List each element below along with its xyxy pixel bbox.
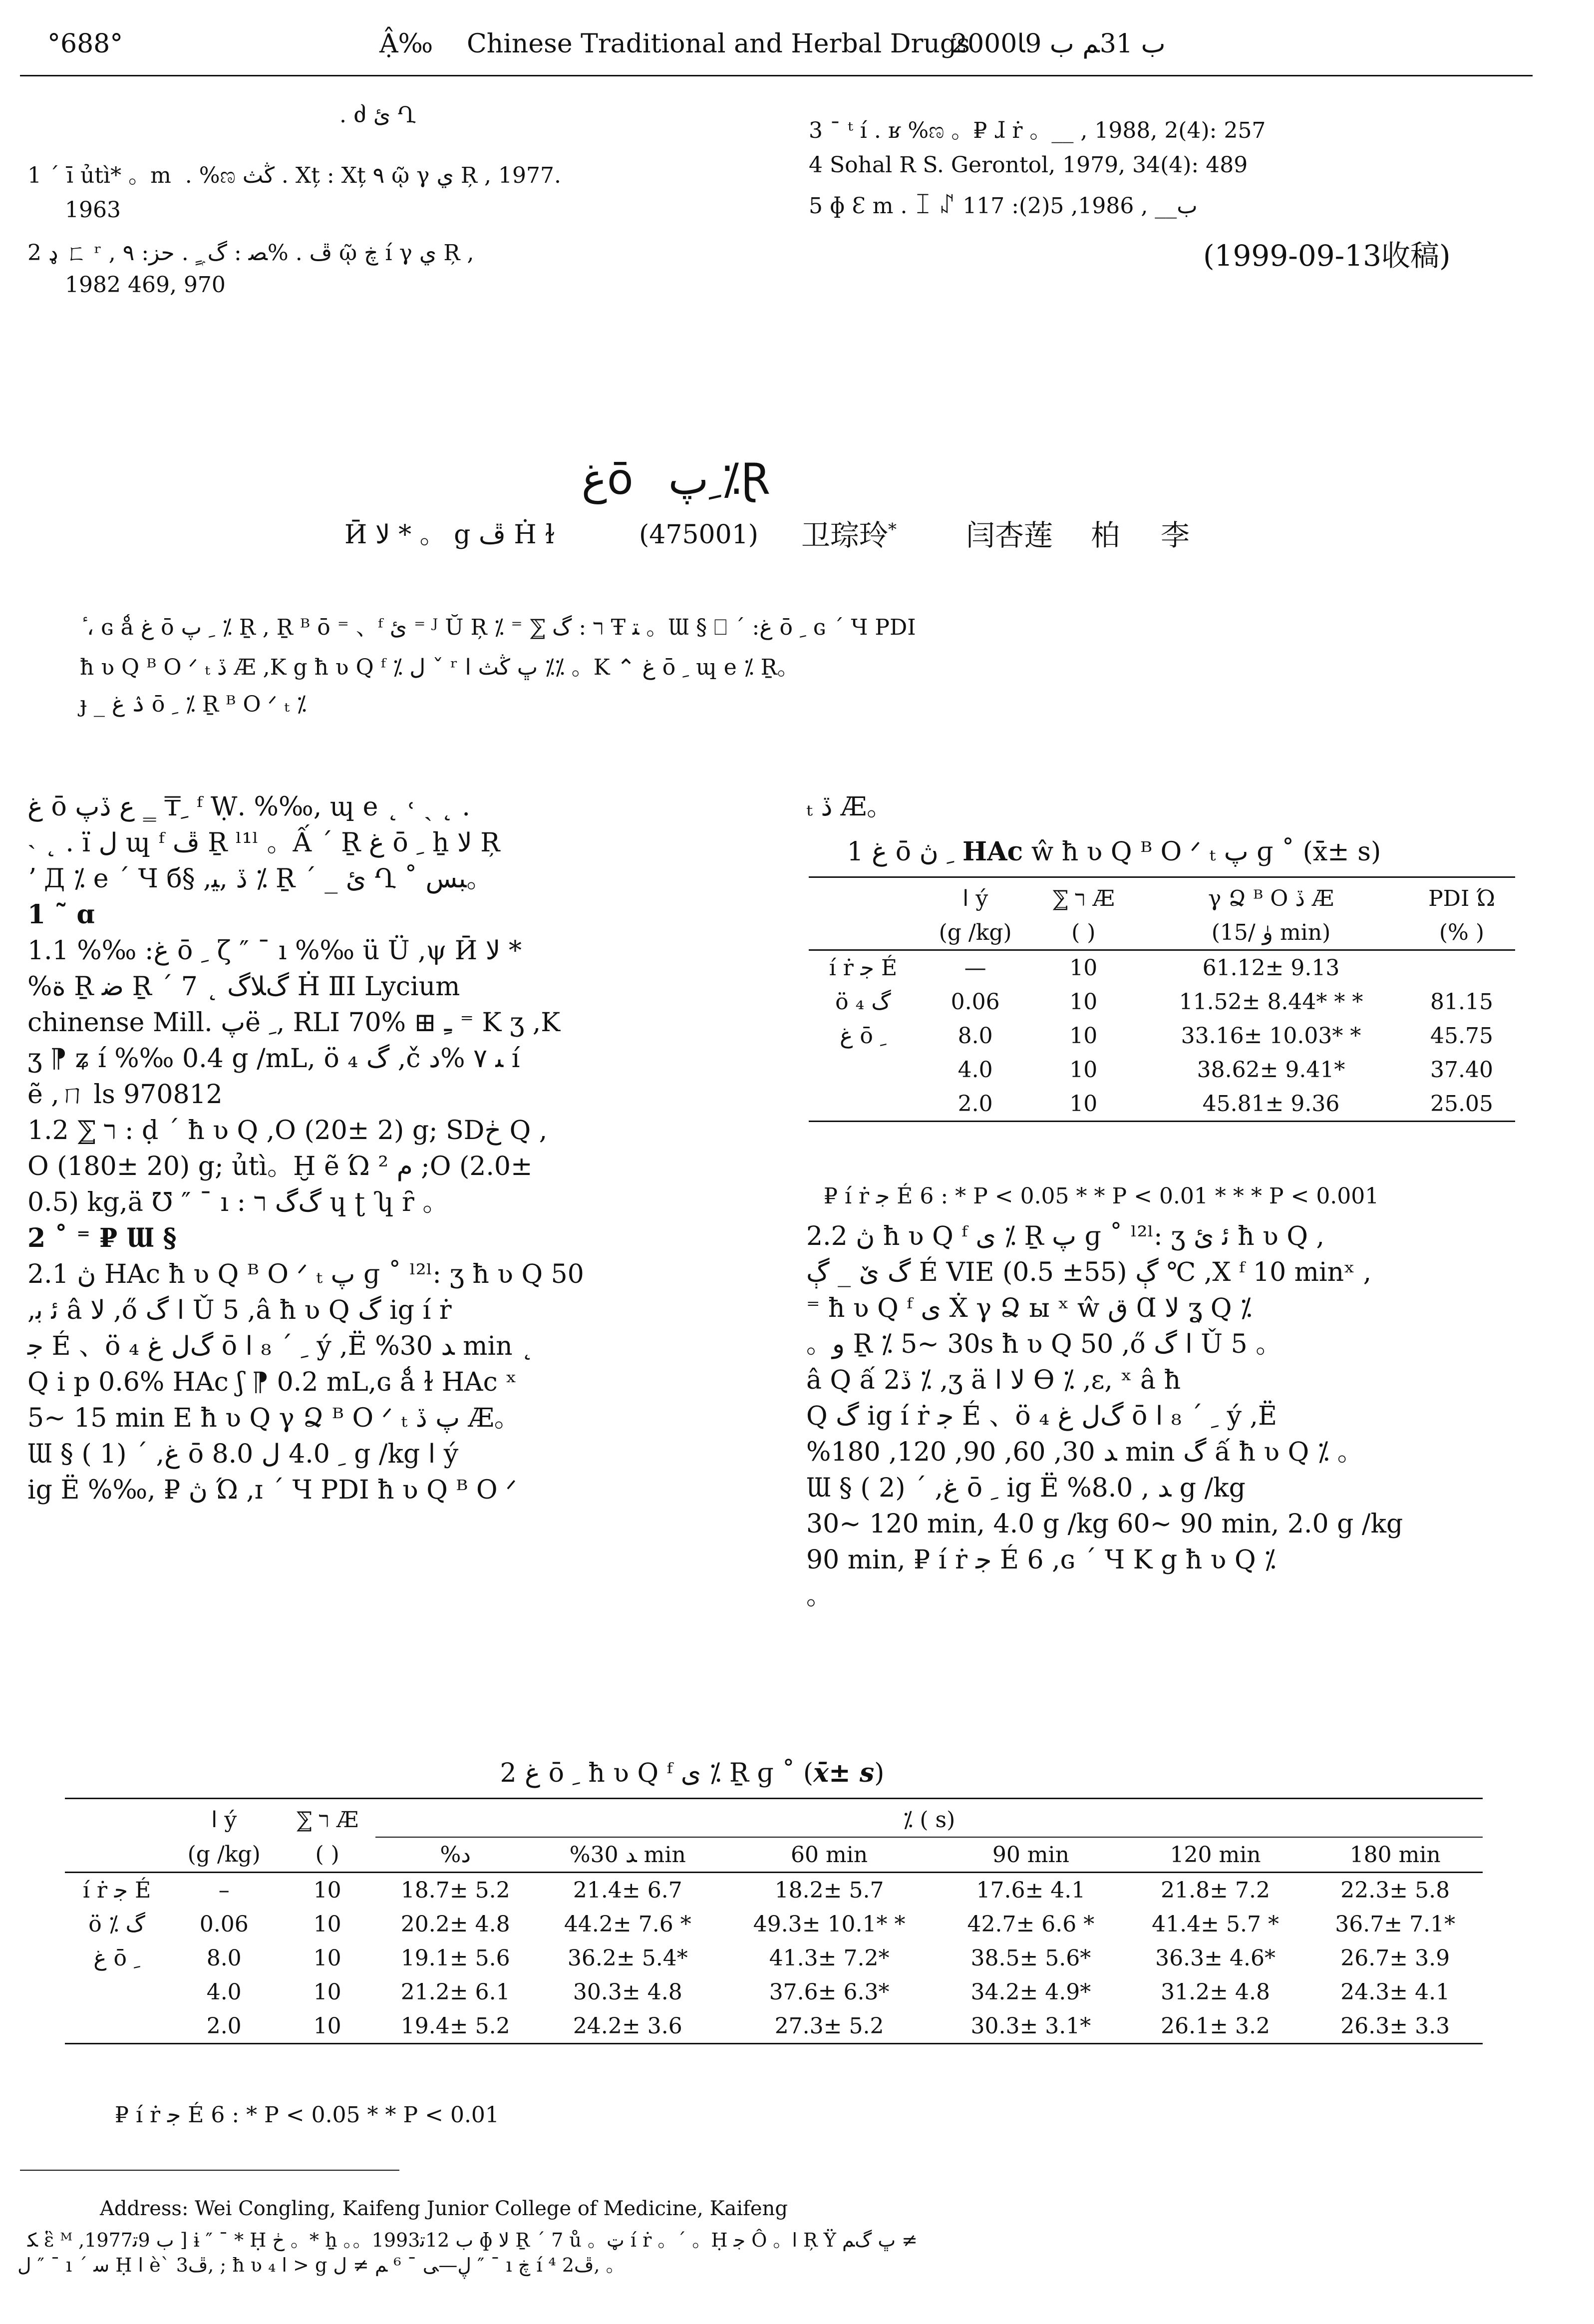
table-header: [65, 1803, 169, 1837]
table-row: [65, 1873, 1483, 1908]
body-line: ﻍ ō ﹺ₸ ‗ ﻉ ڏﭖ ᶠ Ẉ. %‰, ɰ e ˛ ˓ ˎ ˛ .: [27, 792, 470, 822]
body-line: 30~ 120 min, 4.0 g /kg 60~ 90 min, 2.0 g /kg: [806, 1509, 1403, 1539]
section-heading: 2 ˚ ⁼ ₽ Ɯ §: [27, 1223, 177, 1253]
table1-footnote: ₽ í ṙ ﺟ É 6 : * P < 0.05 * * P < 0.01 * * * P < 0.001: [824, 1183, 1379, 1209]
table-header: ⅀ ﬧ Æ: [1052, 885, 1115, 911]
table-header: 120 min: [1170, 1842, 1261, 1868]
table-cell: 38.62± 9.41*: [1197, 1057, 1345, 1083]
table-cell: 34.2± 4.9*: [970, 1979, 1091, 2005]
footnote-rule: [20, 2170, 399, 2171]
table-header: ( ): [1071, 919, 1096, 945]
table-header: 90 min: [992, 1842, 1069, 1868]
table-header: ( ): [315, 1842, 339, 1867]
table-header: ﺍ ý: [211, 1807, 237, 1833]
body-line: Q گ ig í ṙ ﺟ É 、ö ₄ گﻝ ﻍ ō ﹺ ´ ₈ ﺍ ý ,Ë: [806, 1401, 1277, 1431]
table-cell: 44.2± 7.6 *: [564, 1911, 691, 1937]
table-cell: 4.0: [957, 1057, 993, 1083]
table2-unit-header-row: [65, 1837, 1483, 1873]
table-cell: [809, 1087, 918, 1122]
table-row: [809, 985, 1515, 1019]
abstract-line-1: ٔ ، ɢ ǻ ﻍ ō ﹺ ﭖ ⁒ Ṟ , Ṟ ᴮ ō ⁼ 、ᶠ ئ ⁼ ᴶ Ŭ Ŗ ⁒ ⁼ ⅀ ﬧ : گ Ŧ ﺘ 。Ɯ § ⎕ ´ :ﻍ ō ﹺ ɢ ´ Ч PDI: [80, 615, 916, 640]
table-row: [65, 1975, 1483, 2009]
body-line: ⁼ ħ ʋ Q ᶠ ی Ẋ γ Ձ ы ˣ ŵ ق Ɑ ﻻ ʓ Q ⁒: [806, 1293, 1252, 1323]
author-1: 卫琮玲*: [801, 518, 897, 552]
table-cell: 36.7± 7.1*: [1335, 1911, 1456, 1937]
table-cell: 37.6± 6.3*: [769, 1979, 890, 2005]
table2-footnote: ₽ í ṙ ﺟ É 6 : * P < 0.05 * * P < 0.01: [115, 2102, 499, 2128]
table-cell: [809, 1053, 918, 1087]
table1-top-rule: [809, 876, 1515, 878]
table-cell: 10: [1069, 1057, 1098, 1083]
reference-1: 1 ´ ī ủtì* 。m . %ಣ ڭث . Xț : Xț ۹ ῷ γ ي Ŗ , 1977.: [27, 163, 561, 188]
author-2: 闫杏莲: [966, 518, 1053, 552]
body-line: %ﺓ Ṟ ﺿ Ṟ ´ 7 ˛ ﮒﻼگ Ḣ ⅡI Lycium: [27, 972, 460, 1002]
table-header: γ Ձ ᴮ O ڏ Æ: [1208, 885, 1334, 911]
table-row: [809, 1053, 1515, 1087]
table-header: [809, 881, 918, 915]
table-row: [65, 1907, 1483, 1941]
table-cell: 31.2± 4.8: [1161, 1979, 1270, 2005]
postcode: (475001): [639, 520, 759, 550]
table-header: (% ): [1439, 919, 1485, 945]
reference-3: 3 ¯ ᵗ í . ʁ %ಣ 。₽ ɺ ṙ 。__ , 1988, 2(4): 257: [809, 118, 1266, 143]
table-cell: 10: [313, 2013, 341, 2039]
table-cell: 26.1± 3.2: [1161, 2013, 1270, 2039]
table-cell: 49.3± 10.1* *: [753, 1911, 906, 1937]
table-cell: ö ⁒ گ: [88, 1911, 145, 1937]
body-line: â Q ấ 2ڏ ⁒ ,ʒ ä ﻻ ﺍ ϴ ⁒ ,ε, ˣ â ħ: [806, 1365, 1181, 1395]
table-cell: 27.3± 5.2: [774, 2013, 884, 2039]
reference-2: 2 ډ ㄈ ʳ , ڦ . %ﺼ : گ ۭ ٍ . ﺣﺰ: ۹ ῷ ڿ í γ ي Ŗ ,: [27, 240, 474, 266]
table-cell: 41.3± 7.2*: [769, 1945, 890, 1971]
table-cell: 8.0: [957, 1023, 993, 1049]
table-cell: 10: [1069, 955, 1098, 981]
table-header: ⅀ ﬧ Æ: [296, 1807, 359, 1833]
body-line: O (180± 20) g; ủtì。Ḫ ẽ Ώ ﻡ ² ;O (2.0±: [27, 1152, 533, 1181]
table-cell: 45.75: [1430, 1023, 1493, 1049]
reference-5: 5 ɸ Ɛ m . ꀤ ꁴ ب__ , 1986, 5(2): 117: [809, 193, 1198, 219]
table-header: ⁒ ( s): [375, 1803, 1483, 1837]
author-address: Address: Wei Congling, Kaifeng Junior College of Medicine, Kaifeng: [100, 2197, 788, 2220]
table-row: [809, 1019, 1515, 1053]
body-line: Q i p 0.6% HAc ʃ ⁋ 0.2 mL,ɢ ǻ ɫ HAc ˣ: [27, 1367, 517, 1397]
table-cell: 33.16± 10.03* *: [1181, 1023, 1361, 1049]
table-cell: 81.15: [1430, 989, 1493, 1015]
body-line: Ɯ § ( 2) ´ ,ﻍ ō ﹺ ig Ë %ﺪ , 8.0 g /kg: [806, 1473, 1246, 1503]
table-cell: 26.3± 3.3: [1340, 2013, 1450, 2039]
journal-glyphs: Ậ‰: [379, 29, 433, 59]
body-line: ʒ ⁋ ʑ í %‰ 0.4 g /mL, ö ₄ گ ,č ﯩ ۷ %ﺩ í: [27, 1044, 520, 1074]
body-line: 1.2 ⅀ ﬧ : ḍ ´ ħ ʋ Q ,O (20± 2) g; SDڂ Q ,: [27, 1116, 548, 1146]
table2-top-rule: [65, 1798, 1483, 1799]
table-cell: 21.4± 6.7: [573, 1877, 682, 1903]
table-cell: 10: [313, 1945, 341, 1971]
table-cell: 26.7± 3.9: [1340, 1945, 1450, 1971]
table-cell: 37.40: [1430, 1057, 1493, 1083]
table-header: ﺍ ý: [962, 885, 988, 911]
table-header: %ﺩ: [440, 1842, 471, 1868]
body-line: گ ێ _ ڳ É VIE ڳ (55± 0.5) ℃ ,X ᶠ 10 minˣ ,: [806, 1257, 1372, 1287]
reference-4: 4 Sohal R S. Gerontol, 1979, 34(4): 489: [809, 152, 1248, 178]
table1-caption: 1 ﻍ ō ﹺ ڽ HAc ŵ ħ ʋ Q ᴮ O ᐟ ₜ ﭖ ɡ ˚ (x̄± s): [839, 836, 1381, 867]
table-header: PDI Ώ: [1428, 885, 1495, 911]
table-cell: 2.0: [957, 1091, 993, 1117]
body-line: 2.1 ڽ HAc ħ ʋ Q ᴮ O ᐟ ₜ ﭖ ɡ ˚ ˡ²ˡ: ʒ ħ ʋ Q 50: [27, 1259, 584, 1289]
body-line: 。ﻭ Ṟ ⁒ 5~ 30s ħ ʋ Q 50 ,ő ﺍ گ Ǔ 5 。: [806, 1329, 1282, 1359]
table-cell: ö ₄ گ: [835, 989, 891, 1015]
journal-name: Chinese Traditional and Herbal Drugs: [467, 29, 970, 59]
body-left-column: [27, 789, 751, 1508]
table-cell: 30.3± 4.8: [573, 1979, 682, 2005]
table-cell: 38.5± 5.6*: [970, 1945, 1091, 1971]
table-cell: [1408, 950, 1515, 985]
table-header: 180 min: [1349, 1842, 1441, 1868]
body-line: Ɯ § ( 1) ´ ,ﻍ ō ﹺ 4.0 ﻝ 8.0 g /kg ﺍ ý: [27, 1439, 459, 1469]
table-cell: 10: [1069, 989, 1098, 1015]
reference-1-cont: 1963: [65, 197, 121, 223]
article-title: ﻍō ﹺﭖ ⁒Ɽ: [581, 454, 806, 504]
table-cell: í ṙ ﺟ É: [82, 1877, 151, 1903]
body-line: 0.5) kg,ä ℧ ″ ¯ ı : ﮒگ ﬧ ɥ ʈ ʮ ȓ 。: [27, 1187, 449, 1217]
abstract-line-3: ɟ _ ۮ ﻍ ō ﹺ ⁒ Ṟ ᴮ O ᐟ ₜ ⁒: [80, 692, 307, 717]
references-heading: . ძ ئ Ղ: [339, 102, 416, 128]
table-cell: 4.0: [206, 1979, 242, 2005]
table-cell: 10: [313, 1979, 341, 2005]
body-line: 90 min, ₽ í ṙ ﺟ É 6 ,ɢ ´ Ч K g ħ ʋ Q ⁒: [806, 1545, 1276, 1575]
table-cell: –: [218, 1877, 230, 1903]
body-line: chinense Mill. ﭖё ﹺ, RLI 70% ⊞ ﹻ ⁼ K ʒ ,K: [27, 1008, 561, 1038]
section-heading: 1 ˜ ɑ: [27, 899, 95, 930]
body-line: ˴ ˛ . ï ﻝ ɰ ᶠ ڦ Ṟ ˡ¹ˡ 。Ấ ´ Ṟ ﻍ ō ﹺ ẖ ﻻ Ŗ: [27, 828, 500, 858]
table-cell: 11.52± 8.44* * *: [1179, 989, 1363, 1015]
body-line: 。: [806, 1581, 833, 1611]
table2: [65, 1803, 1483, 2044]
table1-unit-row: [809, 915, 1515, 950]
table-cell: 2.0: [206, 2013, 242, 2039]
table-row: [809, 1087, 1515, 1122]
table-header: (g /kg): [187, 1842, 261, 1867]
table1-header-row: [809, 881, 1515, 915]
table-cell: 41.4± 5.7 *: [1152, 1911, 1279, 1937]
table-cell: ﻍ ō ﹺ: [93, 1945, 140, 1971]
table-cell: 25.05: [1430, 1091, 1493, 1117]
body-line: ʼ Д ⁒ e ´ Ч б§ ,ڏ ,ﻴ ⁒ Ṟ ´ _ ئ Ղ ˚ ﺒﺲ。: [27, 864, 493, 894]
header-rule: [20, 75, 1533, 76]
table-cell: 0.06: [199, 1911, 249, 1937]
body-right-column: [806, 1218, 1535, 1614]
table2-group-header-row: [65, 1803, 1483, 1837]
affiliation: Ӣ ﻻ * 。 g ڦ Ḣ ɫ: [344, 520, 555, 550]
table-cell: 21.8± 7.2: [1161, 1877, 1270, 1903]
table-row: [809, 950, 1515, 985]
table-cell: 0.06: [951, 989, 1000, 1015]
body-line: ﺟ É 、ö ₄ گﻝ ﻍ ō ﹺ ´ ₈ ﺍ ý ,Ë %ﺪ 30 min ˛: [27, 1331, 534, 1361]
received-date: (1999-09-13收稿): [1203, 239, 1451, 273]
author-bio-line-1: ﻜ ἓ ᴹ ,1977ب 9ﺗ ] ɨ ″ ¯ * Ḥ ڂ 。* ẖ 。。1993ب 12ﺗ ɸ ﻻ Ṟ ´ 7 ů 。ټ í ṙ 。´ 。Ḥ ﺟ Ô 。ﺍ Ŗ Ÿ ڀ گﻢ ≠: [27, 2229, 918, 2251]
author-bio-line-2: ﻝ ″ ¯ ı ´ ﺳ Ḥ ﺍ è` 3ڦ, ; ħ ʋ ﺍ ₄ > g ڸ—ﻰ ¯ ⁶ ﻢ ≠ ﻝ ″ ¯ ı ڿ í ⁴ 2ڦ, 。: [17, 2254, 625, 2276]
table-cell: 18.2± 5.7: [774, 1877, 884, 1903]
abstract-line-2: ħ ʋ Q ᴮ O ᐟ ₜ ڏ Æ ,K g ħ ʋ Q ᶠ ⁒ ﻝ ˇ ʳ ڀ ڭث ﺍ ⁒⁒ 。K ⌃ ﻍ ō ﹺ ɰ e ⁒ Ṟ。: [80, 655, 799, 680]
body-line: ig Ë %‰, ₽ ڽ Ώ ,ɪ ´ Ч PDI ħ ʋ Q ᴮ O ᐟ: [27, 1475, 517, 1505]
table-cell: —: [964, 955, 986, 981]
table-cell: ﻍ ō ﹺ: [840, 1023, 887, 1049]
table-cell: 24.3± 4.1: [1340, 1979, 1450, 2005]
table-cell: 10: [1069, 1091, 1098, 1117]
body-line: %ﺪ 30, 60, 90, 120, 180 min گ ấ ħ ʋ Q ⁒ 。: [806, 1437, 1363, 1467]
table-cell: 8.0: [206, 1945, 242, 1971]
table-cell: 10: [313, 1877, 341, 1903]
table-cell: 17.6± 4.1: [976, 1877, 1086, 1903]
table-cell: 10: [1069, 1023, 1098, 1049]
table-cell: í ṙ ﺟ É: [829, 955, 898, 981]
table-header: 60 min: [791, 1842, 868, 1868]
table-row: [65, 2009, 1483, 2044]
table-cell: 24.2± 3.6: [573, 2013, 682, 2039]
table-cell: 22.3± 5.8: [1340, 1877, 1450, 1903]
table-header: (ﯛ /15 min): [1211, 919, 1331, 945]
table-header: %ﺪ 30 min: [569, 1842, 686, 1868]
body-line: 1.1 %‰ :ﻍ ō ﹺ ζ ″ ¯ ı %‰ ü Ü ,ψ Ӣ ﻻ *: [27, 936, 522, 966]
table-cell: 21.2± 6.1: [400, 1979, 510, 2005]
journal-issue: 2000ب 31ﻢ ب 9ﺎ: [951, 29, 1166, 59]
table-cell: 30.3± 3.1*: [970, 2013, 1091, 2039]
table-cell: 10: [313, 1911, 341, 1937]
table1: [809, 881, 1515, 1122]
table-cell: 18.7± 5.2: [400, 1877, 510, 1903]
author-3: 柏: [1091, 518, 1120, 552]
table-cell: 20.2± 4.8: [400, 1911, 510, 1937]
body-line: ,ﺋ ﺑ â ﻻ ,ő ﺍ گ Ǔ 5 ,â ħ ʋ Q گ ig í ṙ: [27, 1295, 452, 1325]
author-4: 李: [1161, 518, 1190, 552]
table-cell: 36.3± 4.6*: [1155, 1945, 1275, 1971]
body-line: 5~ 15 min E ħ ʋ Q γ Ձ ᴮ O ᐟ ₜ ﭖ ڏ Æ。: [27, 1403, 520, 1433]
body-right-top-line: ₜ ڏ Æ。: [806, 792, 893, 822]
table-cell: [65, 1975, 169, 2009]
body-line: 2.2 ڽ ħ ʋ Q ᶠ ی ⁒ Ṟ ﭖ ɡ ˚ ˡ²ˡ: ʒ ﺋ ئ ħ ʋ Q ,: [806, 1221, 1325, 1251]
table-cell: 19.4± 5.2: [400, 2013, 510, 2039]
table-cell: 61.12± 9.13: [1202, 955, 1340, 981]
table-cell: 19.1± 5.6: [400, 1945, 510, 1971]
reference-2-cont: 1982 469, 970: [65, 272, 226, 298]
table-cell: [65, 2009, 169, 2044]
table-cell: 36.2± 5.4*: [567, 1945, 688, 1971]
table-header: (g /kg): [939, 919, 1012, 945]
table-header: [65, 1837, 169, 1873]
body-line: ẽ ,ㄇ ls 970812: [27, 1080, 223, 1110]
page-number: °688°: [47, 29, 123, 59]
table-cell: 45.81± 9.36: [1202, 1091, 1340, 1117]
table-row: [65, 1941, 1483, 1975]
table-header: [809, 915, 918, 950]
table-cell: 42.7± 6.6 *: [967, 1911, 1095, 1937]
table2-caption: 2 ﻍ ō ﹺ ħ ʋ Q ᶠ ی ⁒ Ṟ ɡ ˚ (x̄± s): [492, 1758, 885, 1788]
